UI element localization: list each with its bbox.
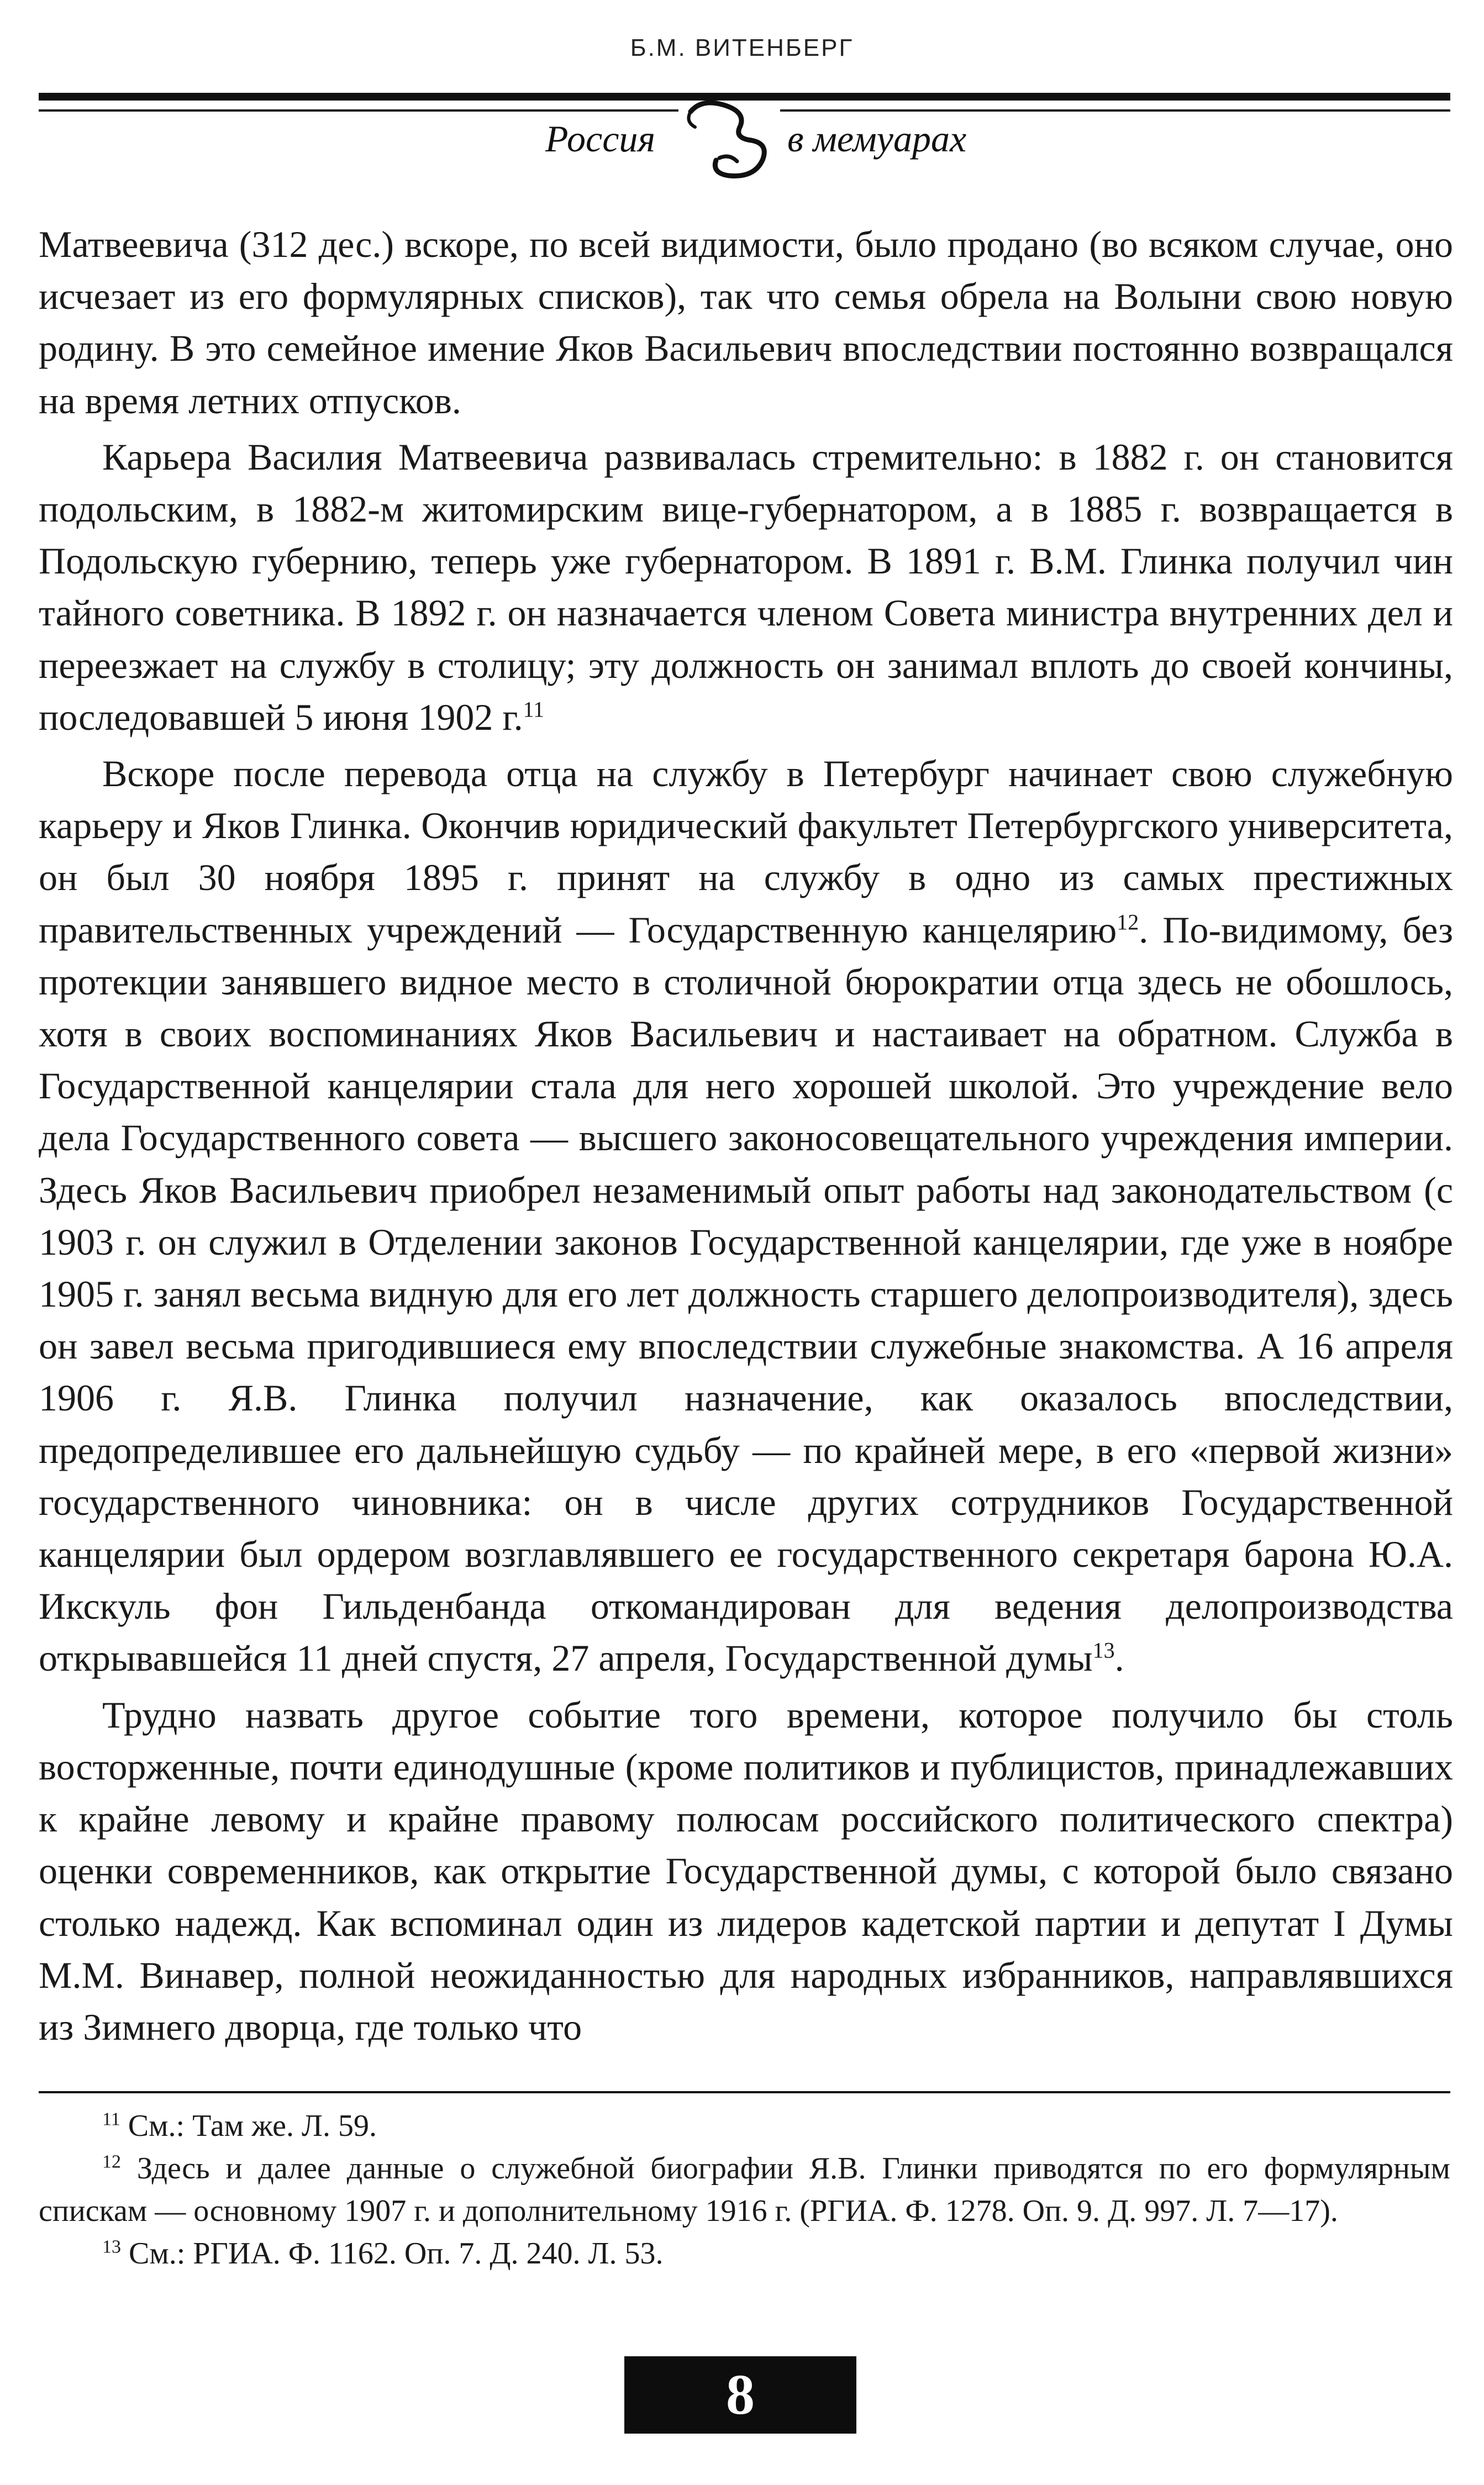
footnote-text: См.: РГИА. Ф. 1162. Оп. 7. Д. 240. Л. 53. (129, 2236, 664, 2271)
paragraph (39, 1689, 1453, 2053)
paragraph-text: Матвеевича (312 дес.) вскоре, по всей видимости, было продано (во всяком случае, оно исчезает из его формулярных списков), так что семья обрела на Волыни свою новую родину. В это семейное имение Яков Васильевич впоследствии постоянно возвращался на время летних отпусков. (39, 223, 1453, 422)
footnote-ref: 13 (1092, 1638, 1115, 1663)
paragraph (39, 431, 1453, 743)
footnote-ref: 11 (523, 697, 545, 722)
paragraph-text: Карьера Василия Матвеевича развивалась стремительно: в 1882 г. он становится подольским, в 1882-м житомирским вице-губернатором, а в 1885 г. возвращается в Подольскую губернию, теперь уже губернатором. В 1891 г. В.М. Глинка получил чин тайного советника. В 1892 г. он назначается членом Совета министра внутренних дел и переезжает на службу в столицу; эту должность он занимал вплоть до своей кончины, последовавшей 5 июня 1902 г. (39, 435, 1453, 738)
paragraph-text: . По-видимому, без протекции занявшего видное место в столичной бюрократии отца здесь не обошлось, хотя в своих воспоминаниях Яков Васильевич и настаивает на обратном. Служба в Государственной канцелярии стала для него хорошей школой. Это учреждение вело дела Государственного совета — высшего законосовещательного учреждения империи. Здесь Яков Васильевич приобрел незаменимый опыт работы над законодательством (с 1903 г. он служил в Отделении законов Государственной канцелярии, где уже в ноябре 1905 г. занял весьма видную для его лет должность старшего делопроизводителя), здесь он завел весьма пригодившиеся ему впоследствии служебные знакомства. А 16 апреля 1906 г. Я.В. Глинка получил назначение, как оказалось впоследствии, предопределившее его дальнейшую судьбу — по крайней мере, в его «первой жизни» государственного чиновника: он в числе других сотрудников Государственной канцелярии был ордером возглавлявшего ее государственного секретаря барона Ю.А. Икскуль фон Гильденбанда откомандирован для ведения делопроизводства открывавшейся 11 дней спустя, 27 апреля, Государственной думы (39, 908, 1453, 1680)
footnote-ref: 12 (1117, 909, 1139, 934)
running-header-author: Б.М. ВИТЕНБЕРГ (630, 34, 854, 61)
paragraph-text: . (1114, 1637, 1124, 1680)
paragraph-text: Вскоре после перевода отца на службу в Петербург начинает свою служебную карьеру и Яков Глинка. Окончив юридический факультет Петербургского университета, он был 30 ноября 1895 г. принят на службу в одно из самых престижных правительственных учреждений — Государственную канцелярию (39, 752, 1453, 951)
footnote-number: 12 (102, 2151, 121, 2172)
footnote (39, 2147, 1450, 2233)
footnote-text: Здесь и далее данные о служебной биографии Я.В. Глинки приводятся по его формулярным спискам — основному 1907 г. и дополнительному 1916 г. (РГИА. Ф. 1278. Оп. 9. Д. 997. Л. 7—17). (39, 2151, 1450, 2228)
footnote-number: 13 (102, 2236, 121, 2257)
footnote-number: 11 (102, 2109, 120, 2130)
paragraph (39, 747, 1453, 1684)
footnote (39, 2233, 1450, 2275)
paragraph-text: Трудно назвать другое событие того времени, которое получило бы столь восторженные, почти единодушные (кроме политиков и публицистов, принадлежавших к крайне левому и крайне правому полюсам российского политического спектра) оценки современников, как открытие Государственной думы, с которой было связано столько надежд. Как вспоминал один из лидеров кадетской партии и депутат I Думы М.М. Винавер, полной неожиданностью для народных избранников, направлявшихся из Зимнего дворца, где только что (39, 1693, 1453, 2048)
swirl-ornament-icon (669, 83, 790, 188)
footnote (39, 2105, 1450, 2147)
footnotes (39, 2105, 1450, 2275)
page-number: 8 (624, 2356, 856, 2434)
footnote-separator (39, 2091, 1450, 2093)
main-text (39, 218, 1453, 2053)
series-title-left: Россия (545, 118, 655, 160)
footnote-text: См.: Там же. Л. 59. (128, 2109, 377, 2143)
series-title-right: в мемуарах (787, 118, 967, 160)
paragraph (39, 218, 1453, 427)
